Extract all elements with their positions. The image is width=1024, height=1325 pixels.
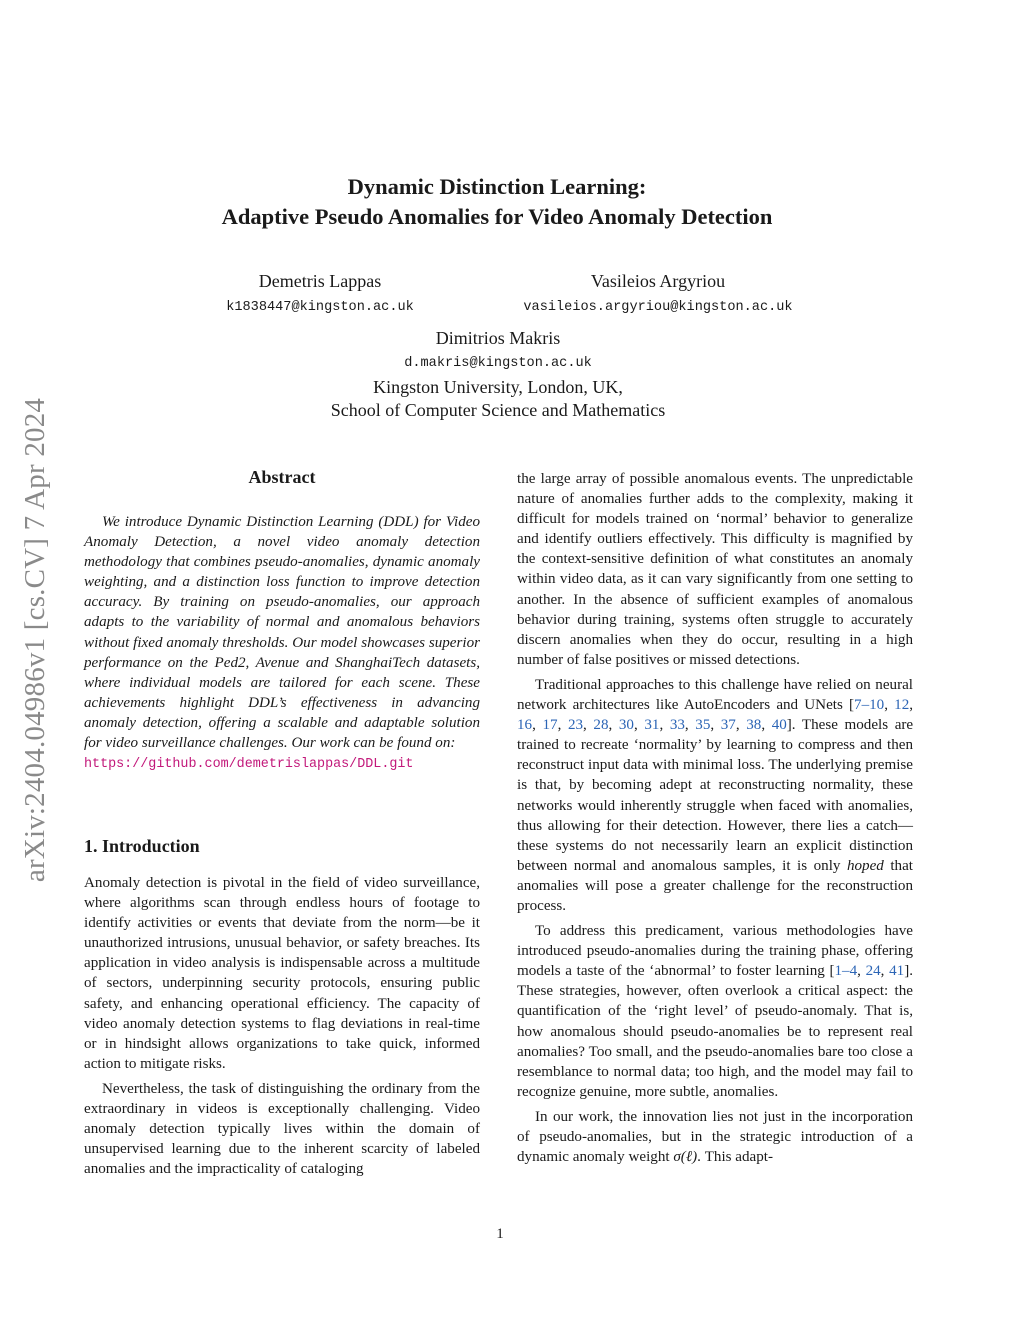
paragraph-text: ]. These strategies, however, often overlook a critical aspect: the quantification of the ‘right level’ of pseudo-anomaly. That is, how anomalous should pseudo-anomalies be to represent real anomalies? Too small, and the pseudo-anomalies bare too close a resemblance to normal data; too high, and the model may fail to recognize genuine, more subtle, anomalies. <box>517 963 914 1100</box>
abstract-heading: Abstract <box>248 467 316 487</box>
citation-link[interactable]: 30 <box>618 717 634 734</box>
math-symbol: σ(ℓ) <box>673 1149 698 1166</box>
paragraph-text: Traditional approaches to this challenge have relied on neural network architectures like AutoEncoders and UNets [ <box>517 676 913 714</box>
right-column <box>517 469 913 1167</box>
abstract-body <box>84 512 480 775</box>
citation-link[interactable]: 16 <box>517 717 533 734</box>
paragraph-text: To address this predicament, various methodologies have introduced pseudo-anomalies during the training phase, offering models a taste of the ‘abnormal’ to foster learning [ <box>517 923 913 980</box>
paper-title <box>150 172 844 232</box>
abstract-text: We introduce Dynamic Distinction Learning (DDL) for Video Anomaly Detection, a novel video anomaly detection methodology that combines pseudo-anomalies, dynamic anomaly weighting, and a distinction loss function to improve detection accuracy. By training on pseudo-anomalies, our approach adapts to the variability of normal and anomalous behaviors without fixed anomaly thresholds. Our model showcases superior performance on the Ped2, Avenue and ShanghaiTech datasets, where individual models are tailored for each scene. These achievements highlight DDL’s effectiveness in advancing anomaly detection, offering a scalable and adaptable solution for video surveillance challenges. Our work can be found on: <box>84 514 480 752</box>
author-email[interactable]: d.makris@kingston.ac.uk <box>404 356 592 371</box>
intro-paragraph-continued: the large array of possible anomalous events. The unpredictable nature of anomalies further adds to the complexity, making it difficult for models trained on ‘normal’ behavior to generalize and identify outliers effectively. This difficulty is magnified by the context-sensitive definition of what constitutes an anomaly within video data, as it can vary significantly from one setting to another. In the absence of sufficient examples of anomalous behavior during training, systems often struggle to accurately discern anomalies when they do occur, resulting in a high number of false positives or missed detections. <box>517 471 913 668</box>
affiliation <box>248 376 748 422</box>
citation-link[interactable]: 35 <box>695 717 711 734</box>
emphasized-word: hoped <box>846 857 884 874</box>
citation-link[interactable]: 37 <box>720 717 736 734</box>
citation-link[interactable]: 28 <box>593 717 609 734</box>
citation-link[interactable]: 7–10 <box>854 697 885 714</box>
code-repository-link[interactable]: https://github.com/demetrislappas/DDL.git <box>84 757 414 773</box>
page-number: 1 <box>496 1226 504 1242</box>
citation-link[interactable]: 31 <box>644 717 660 734</box>
citation-link[interactable]: 40 <box>771 717 787 734</box>
author-email[interactable]: k1838447@kingston.ac.uk <box>226 300 414 315</box>
intro-paragraph <box>517 1107 913 1167</box>
introduction-heading: 1. Introduction <box>84 836 200 856</box>
introduction-left-column <box>84 873 480 1179</box>
paragraph-text: ]. These models are trained to recreate ‘normality’ by learning to compress and then reconstruct input data with minimal loss. The underlying premise is that, by becoming adept at reconstructing normality, these networks would inherently struggle when faced with anomalies, thus allowing for their detection. However, there lies a catch—these systems do not necessarily learn an explicit distinction between normal and anomalous samples, it is only <box>517 717 914 874</box>
citation-link[interactable]: 38 <box>746 717 762 734</box>
intro-paragraph: Nevertheless, the task of distinguishing the ordinary from the extraordinary in videos is exceptionally challenging. Video anomaly detection typically lives within the domain of unsupervised learning due to the inherent scarcity of labeled anomalies and the impracticality of cataloging <box>84 1080 480 1178</box>
arxiv-identifier-stamp: arXiv:2404.04986v1 [cs.CV] 7 Apr 2024 <box>19 397 51 883</box>
citation-link[interactable]: 33 <box>669 717 685 734</box>
left-column <box>84 512 480 775</box>
intro-paragraph: Anomaly detection is pivotal in the field of video surveillance, where algorithms scan through endless hours of footage to identify activities or events that deviate from the norm—be it unauthorized intrusions, unusual behavior, or safety breaches. Its application in video analysis is indispensable across a multitude of sectors, underpinning security protocols, ensuring public safety, and enhancing operational efficiency. The capacity of video anomaly detection systems to flag deviations in real-time or in hindsight allows organizations to take quick, informed action to mitigate risks. <box>84 875 480 1072</box>
citation-link[interactable]: 12 <box>894 697 910 714</box>
intro-paragraph: To address this predicament, various methodologies have introduced pseudo-anomalies during the training phase, offering models a taste of the ‘abnormal’ to foster learning [1–4, 24, 41]. These strategies, however, often overlook a critical aspect: the quantification of the ‘right level’ of pseudo-anomaly. That is, how anomalous should pseudo-anomalies be to represent real anomalies? Too small, and the pseudo-anomalies bare too close a resemblance to normal data; too high, and the model may fail to recognize genuine, more subtle, anomalies. <box>517 923 914 1100</box>
citation-link[interactable]: 1–4 <box>834 963 858 980</box>
affiliation-line: School of Computer Science and Mathematics <box>330 400 666 420</box>
author-name: Demetris Lappas <box>258 271 382 291</box>
author-email[interactable]: vasileios.argyriou@kingston.ac.uk <box>523 300 793 315</box>
author-name: Vasileios Argyriou <box>590 271 726 291</box>
intro-paragraph: Traditional approaches to this challenge have relied on neural network architectures like AutoEncoders and UNets [7–10, 12, 16, 17, 23, 28, 30, 31, 33, 35, 37, 38, 40]. These models are trained to recreate ‘normality’ by learning to compress and then reconstruct input data with minimal loss. The underlying premise is that, by becoming adept at reconstructing normality, these networks would inherently struggle when faced with anomalies, thus allowing for their detection. However, there lies a catch—these systems do not necessarily learn an explicit distinction between normal and anomalous samples, it is only hoped that anomalies will pose a greater challenge for the reconstruction process. <box>517 676 914 914</box>
affiliation-line: Kingston University, London, UK, <box>373 377 623 397</box>
title-line-2: Adaptive Pseudo Anomalies for Video Anomaly Detection <box>221 204 773 229</box>
title-line-1: Dynamic Distinction Learning: <box>347 174 647 199</box>
paragraph-text: that anomalies will pose a greater challenge for the reconstruction process. <box>517 857 913 914</box>
paragraph-text: . This adapt- <box>697 1149 774 1166</box>
author-name: Dimitrios Makris <box>435 328 561 348</box>
paragraph-text: In our work, the innovation lies not just in the incorporation of pseudo-anomalies, but in the strategic introduction of a dynamic anomaly weight <box>517 1108 913 1166</box>
citation-link[interactable]: 23 <box>567 717 584 734</box>
citation-link[interactable]: 24 <box>865 963 881 980</box>
citation-link[interactable]: 41 <box>889 963 905 980</box>
citation-link[interactable]: 17 <box>542 717 558 734</box>
